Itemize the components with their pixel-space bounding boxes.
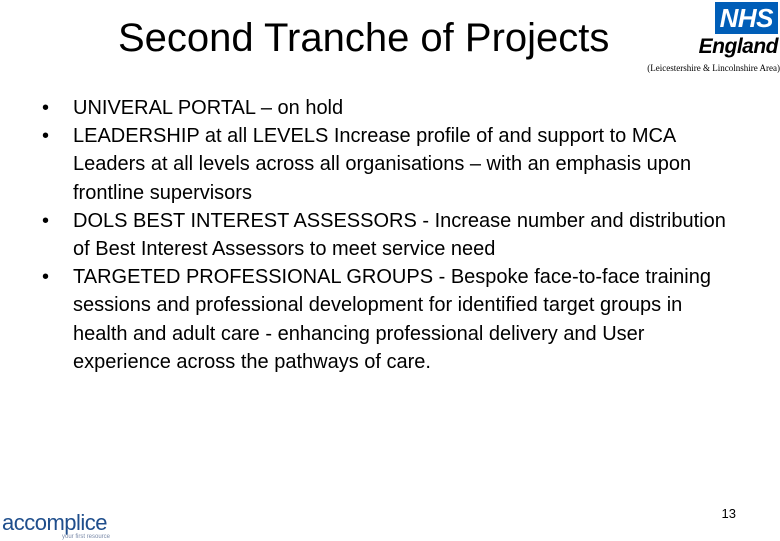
- slide-title: Second Tranche of Projects: [118, 16, 610, 60]
- bullet-marker: •: [42, 125, 50, 148]
- bullet-marker: •: [42, 266, 50, 289]
- bullet-text: TARGETED PROFESSIONAL GROUPS - Bespoke face-to-face training sessions and professional development for identified target groups in health and adult care - enhancing professional delivery and User experience across the pathways of care.: [73, 266, 711, 373]
- bullet-list: [42, 94, 742, 376]
- nhs-logo-england-text: England: [698, 35, 778, 58]
- nhs-logo-mark: NHS: [715, 2, 778, 34]
- accomplice-logo: [2, 512, 142, 540]
- bullet-text: LEADERSHIP at all LEVELS Increase profile of and support to MCA Leaders at all levels across all organisations – with an emphasis upon frontline supervisors: [73, 125, 692, 204]
- page-number: 13: [721, 506, 736, 521]
- bullet-item-dols-assessors: [42, 207, 742, 263]
- bullet-marker: •: [42, 97, 50, 119]
- bullet-text: DOLS BEST INTEREST ASSESSORS - Increase number and distribution of Best Interest Assessors to meet service need: [73, 209, 726, 261]
- nhs-england-logo: [688, 2, 780, 60]
- bullet-text: UNIVERAL PORTAL – on hold: [73, 97, 344, 119]
- bullet-item-targeted-groups: [42, 263, 742, 376]
- accomplice-tagline: your first resource: [62, 534, 111, 540]
- bullet-item-universal-portal: [42, 94, 742, 122]
- bullet-marker: •: [42, 209, 50, 232]
- area-note: (Leicestershire & Lincolnshire Area): [647, 63, 780, 73]
- accomplice-brand-text: accomplice: [2, 510, 108, 535]
- bullet-item-leadership: [42, 122, 742, 207]
